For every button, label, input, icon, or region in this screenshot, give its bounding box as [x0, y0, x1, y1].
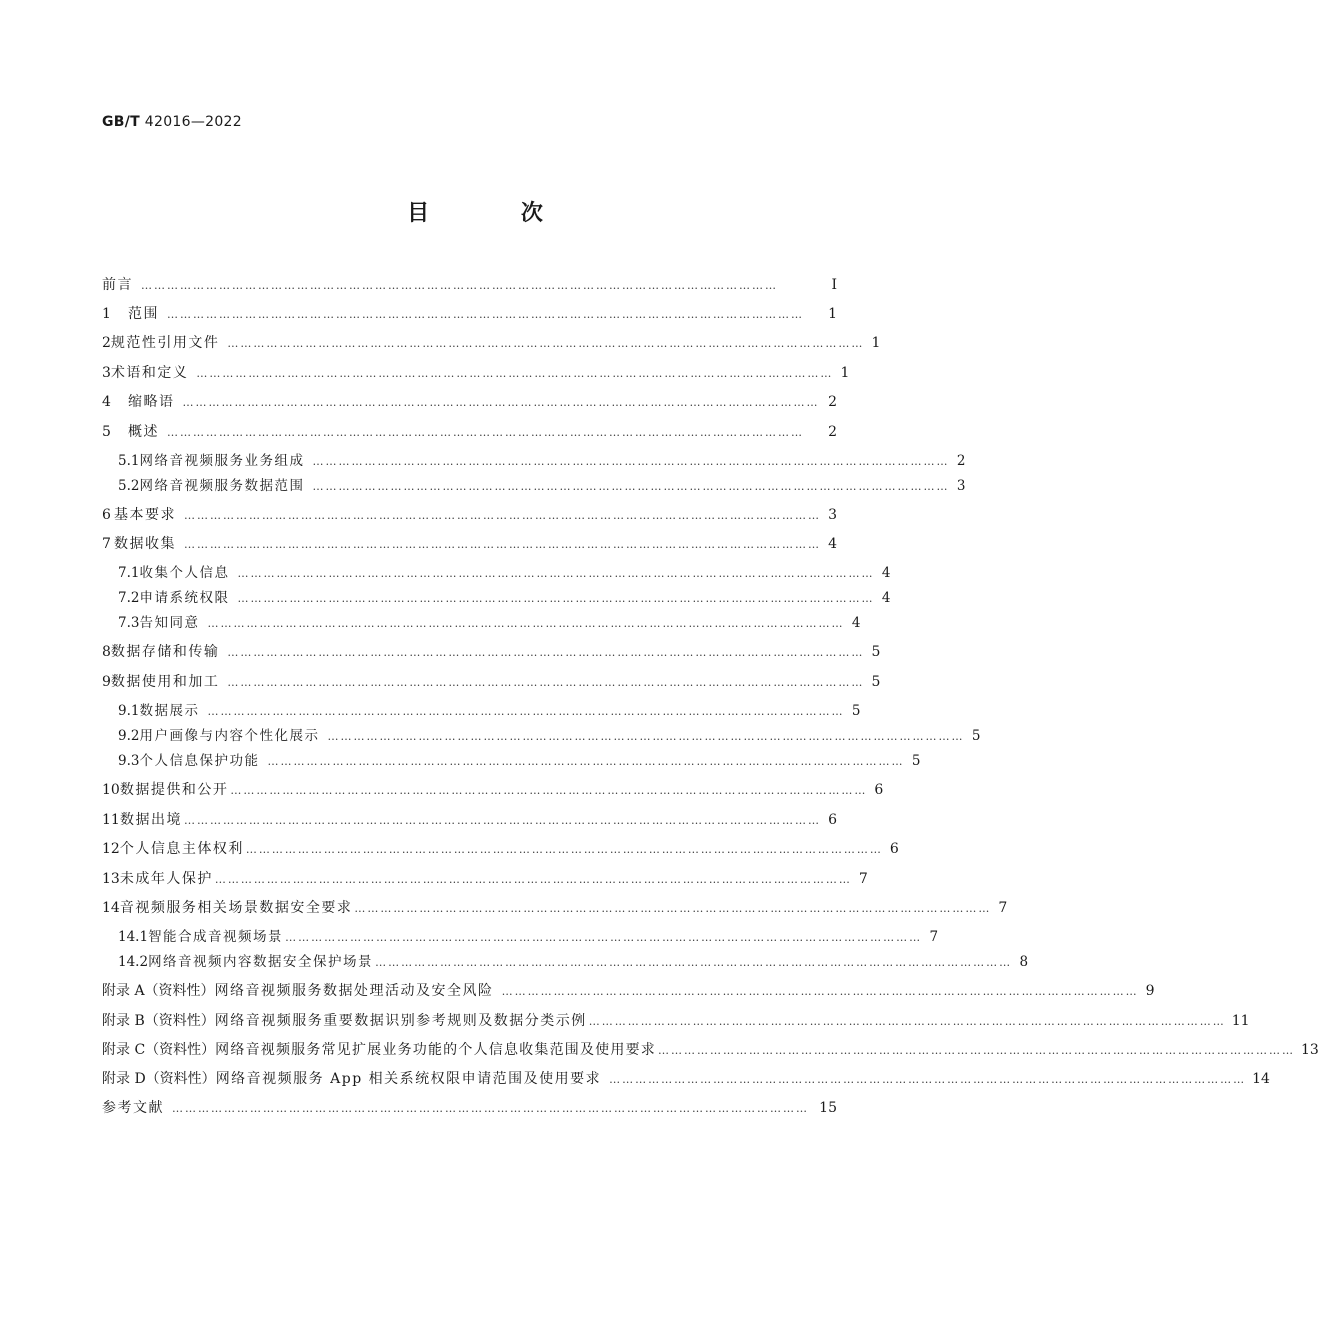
- toc-entry-label: 网络音视频服务业务组成: [139, 453, 305, 469]
- dot-leader: …………………………………………………………………………………………………………………………………: [182, 396, 820, 409]
- toc-entry-page: 8: [1019, 954, 1029, 970]
- toc-entry-page: 4: [881, 590, 891, 606]
- toc-entry-number: 2: [102, 335, 111, 351]
- toc-entry-number: 9.2: [118, 728, 140, 744]
- toc-entry-number: 9.1: [118, 703, 140, 719]
- toc-entry-number: 9.3: [118, 753, 140, 769]
- standard-number: 42016—2022: [144, 114, 242, 130]
- dot-leader: …………………………………………………………………………………………………………………………………: [375, 956, 1013, 969]
- toc-entry-page: 2: [956, 453, 966, 469]
- toc-entry-number: 13: [102, 871, 120, 887]
- toc-entry-number: 7.2: [118, 590, 140, 606]
- toc-entry-number: 3: [102, 365, 111, 381]
- toc-entry[interactable]: [102, 671, 881, 693]
- toc-entry-label: 网络音视频服务数据处理活动及安全风险: [214, 983, 494, 999]
- toc-entry-number: 7.1: [118, 565, 140, 581]
- dot-leader: …………………………………………………………………………………………………………………………………: [609, 1073, 1247, 1086]
- dot-leader: …………………………………………………………………………………………………………………………………: [184, 509, 821, 522]
- dot-leader: …………………………………………………………………………………………………………………………………: [285, 931, 923, 944]
- toc-entry-label: 告知同意: [139, 615, 200, 631]
- toc-entry-bibliography[interactable]: [102, 1097, 837, 1119]
- dot-leader: …………………………………………………………………………………………………………………………………: [327, 730, 965, 743]
- toc-subentry[interactable]: [118, 926, 939, 948]
- toc-subentry[interactable]: [118, 612, 861, 634]
- toc-appendix-b[interactable]: [102, 1010, 1250, 1032]
- toc-entry-number: 9: [102, 674, 111, 690]
- toc-entry-page: 5: [971, 728, 981, 744]
- dot-leader: …………………………………………………………………………………………………………………………………: [141, 279, 778, 292]
- toc-subentry[interactable]: [118, 725, 981, 747]
- toc-entry-number: 14.2: [118, 954, 149, 970]
- dot-leader: …………………………………………………………………………………………………………………………………: [501, 985, 1139, 998]
- toc-entry-page: 6: [889, 841, 899, 857]
- toc-entry-page: 1: [840, 365, 850, 381]
- toc-entry-foreword[interactable]: [102, 274, 837, 296]
- toc-entry-page: 5: [911, 753, 921, 769]
- dot-leader: …………………………………………………………………………………………………………………………………: [230, 784, 868, 797]
- toc-entry[interactable]: [102, 641, 881, 663]
- toc-entry[interactable]: [102, 868, 868, 890]
- toc-entry-label: 数据展示: [139, 703, 200, 719]
- toc-entry-number: 14.1: [118, 929, 149, 945]
- toc-entry-page: 6: [874, 782, 884, 798]
- dot-leader: …………………………………………………………………………………………………………………………………: [227, 676, 865, 689]
- toc-entry-number: 11: [102, 812, 120, 828]
- toc-entry-page: Ⅰ: [831, 277, 837, 293]
- toc-appendix-d[interactable]: [102, 1068, 1270, 1090]
- toc-appendix-number: 附录 D（资料性）: [102, 1071, 216, 1087]
- dot-leader: …………………………………………………………………………………………………………………………………: [214, 873, 852, 886]
- toc-entry-label: 基本要求: [114, 507, 176, 523]
- toc-entry-number: 5.2: [118, 478, 140, 494]
- dot-leader: …………………………………………………………………………………………………………………………………: [207, 617, 845, 630]
- dot-leader: …………………………………………………………………………………………………………………………………: [172, 1102, 809, 1115]
- toc-entry-label: 收集个人信息: [139, 565, 230, 581]
- toc-subentry[interactable]: [118, 951, 1029, 973]
- toc-subentry[interactable]: [118, 587, 891, 609]
- toc-subentry[interactable]: [118, 475, 966, 497]
- toc-entry-label: 智能合成音视频场景: [148, 929, 284, 945]
- toc-entry-label: 网络音视频内容数据安全保护场景: [148, 954, 374, 970]
- toc-entry-page: 1: [828, 306, 837, 322]
- toc-entry-number: 1: [102, 306, 111, 322]
- toc-entry[interactable]: [102, 421, 837, 443]
- toc-entry-label: 范围: [128, 306, 159, 322]
- toc-entry-page: 5: [871, 644, 881, 660]
- toc-entry[interactable]: [102, 809, 837, 831]
- toc-entry-number: 10: [102, 782, 120, 798]
- dot-leader: …………………………………………………………………………………………………………………………………: [657, 1044, 1295, 1057]
- toc-entry-label: 数据提供和公开: [119, 782, 229, 798]
- toc-subentry[interactable]: [118, 562, 891, 584]
- toc-entry-page: 1: [871, 335, 881, 351]
- dot-leader: …………………………………………………………………………………………………………………………………: [245, 843, 883, 856]
- toc-entry-page: 6: [828, 812, 837, 828]
- dot-leader: …………………………………………………………………………………………………………………………………: [312, 455, 950, 468]
- toc-entry-number: 5: [102, 424, 111, 440]
- toc-entry-label: 数据收集: [114, 536, 176, 552]
- toc-entry-label: 网络音视频服务数据范围: [139, 478, 305, 494]
- toc-appendix-c[interactable]: [102, 1039, 1319, 1061]
- toc-entry-page: 3: [828, 507, 837, 523]
- toc-entry-label: 规范性引用文件: [110, 335, 220, 351]
- toc-entry-number: 8: [102, 644, 111, 660]
- toc-entry[interactable]: [102, 391, 837, 413]
- toc-entry-label: 个人信息保护功能: [139, 753, 260, 769]
- dot-leader: …………………………………………………………………………………………………………………………………: [237, 592, 875, 605]
- toc-entry-page: 2: [828, 394, 837, 410]
- toc-entry-label: 未成年人保护: [119, 871, 213, 887]
- toc-entry-label: 数据存储和传输: [110, 644, 220, 660]
- toc-entry-label: 音视频服务相关场景数据安全要求: [119, 900, 353, 916]
- toc-entry[interactable]: [102, 533, 837, 555]
- toc-entry-number: 7: [102, 536, 111, 552]
- toc-subentry[interactable]: [118, 750, 921, 772]
- toc-entry[interactable]: [102, 838, 899, 860]
- dot-leader: …………………………………………………………………………………………………………………………………: [227, 646, 865, 659]
- toc-entry[interactable]: [102, 303, 837, 325]
- toc-entry[interactable]: [102, 897, 1008, 919]
- toc-entry-page: 4: [881, 565, 891, 581]
- toc-appendix-number: 附录 A（资料性）: [102, 983, 215, 999]
- toc-entry-label: 申请系统权限: [139, 590, 230, 606]
- toc-entry-page: 2: [828, 424, 837, 440]
- toc-appendix-number: 附录 C（资料性）: [102, 1042, 216, 1058]
- dot-leader: …………………………………………………………………………………………………………………………………: [184, 814, 821, 827]
- dot-leader: …………………………………………………………………………………………………………………………………: [354, 902, 992, 915]
- toc-entry-page: 4: [851, 615, 861, 631]
- toc-entry-page: 5: [851, 703, 861, 719]
- dot-leader: …………………………………………………………………………………………………………………………………: [237, 567, 875, 580]
- dot-leader: …………………………………………………………………………………………………………………………………: [267, 755, 905, 768]
- toc-entry-label: 个人信息主体权利: [119, 841, 244, 857]
- standard-prefix: GB/T: [102, 114, 141, 130]
- toc-entry-label: 参考文献: [102, 1100, 164, 1116]
- toc-entry-number: 7.3: [118, 615, 140, 631]
- toc-entry-page: 15: [819, 1100, 837, 1116]
- toc-appendix-number: 附录 B（资料性）: [102, 1013, 215, 1029]
- standard-code: [102, 114, 242, 130]
- toc-entry-page: 7: [998, 900, 1008, 916]
- toc-entry-page: 14: [1252, 1071, 1270, 1087]
- toc-subentry[interactable]: [118, 450, 966, 472]
- toc-entry-label: 术语和定义: [110, 365, 189, 381]
- toc-entry-page: 9: [1145, 983, 1155, 999]
- toc-entry-label: 数据使用和加工: [110, 674, 220, 690]
- toc-entry[interactable]: [102, 362, 850, 384]
- page-title: 目 次: [407, 201, 585, 226]
- toc-entry-page: 11: [1231, 1013, 1250, 1029]
- toc-entry-label: 数据出境: [120, 812, 182, 828]
- toc-entry-page: 7: [929, 929, 939, 945]
- toc-entry-number: 14: [102, 900, 120, 916]
- toc-entry-label: 前言: [102, 277, 133, 293]
- toc-entry-label: 网络音视频服务 App 相关系统权限申请范围及使用要求: [215, 1071, 602, 1087]
- dot-leader: …………………………………………………………………………………………………………………………………: [184, 538, 821, 551]
- toc-appendix-a[interactable]: [102, 980, 1155, 1002]
- dot-leader: …………………………………………………………………………………………………………………………………: [227, 337, 865, 350]
- toc-entry-label: 缩略语: [128, 394, 175, 410]
- toc-entry[interactable]: [102, 504, 837, 526]
- dot-leader: …………………………………………………………………………………………………………………………………: [207, 705, 845, 718]
- dot-leader: …………………………………………………………………………………………………………………………………: [312, 480, 950, 493]
- toc-entry-number: 4: [102, 394, 111, 410]
- toc-entry-label: 概述: [128, 424, 159, 440]
- toc-entry[interactable]: [102, 779, 884, 801]
- toc-entry-page: 13: [1300, 1042, 1319, 1058]
- toc-entry-number: 6: [102, 507, 111, 523]
- toc-entry-number: 12: [102, 841, 120, 857]
- dot-leader: …………………………………………………………………………………………………………………………………: [167, 308, 804, 321]
- toc-entry-number: 5.1: [118, 453, 140, 469]
- toc-entry-label: 网络音视频服务常见扩展业务功能的个人信息收集范围及使用要求: [215, 1042, 656, 1058]
- toc-entry-page: 3: [956, 478, 966, 494]
- dot-leader: …………………………………………………………………………………………………………………………………: [588, 1015, 1226, 1028]
- dot-leader: …………………………………………………………………………………………………………………………………: [196, 367, 834, 380]
- dot-leader: …………………………………………………………………………………………………………………………………: [167, 426, 804, 439]
- toc-entry-label: 网络音视频服务重要数据识别参考规则及数据分类示例: [214, 1013, 587, 1029]
- toc-entry[interactable]: [102, 332, 881, 354]
- toc-entry-page: 7: [858, 871, 868, 887]
- toc-entry-label: 用户画像与内容个性化展示: [139, 728, 320, 744]
- toc-subentry[interactable]: [118, 700, 861, 722]
- toc-entry-page: 5: [871, 674, 881, 690]
- toc-entry-page: 4: [828, 536, 837, 552]
